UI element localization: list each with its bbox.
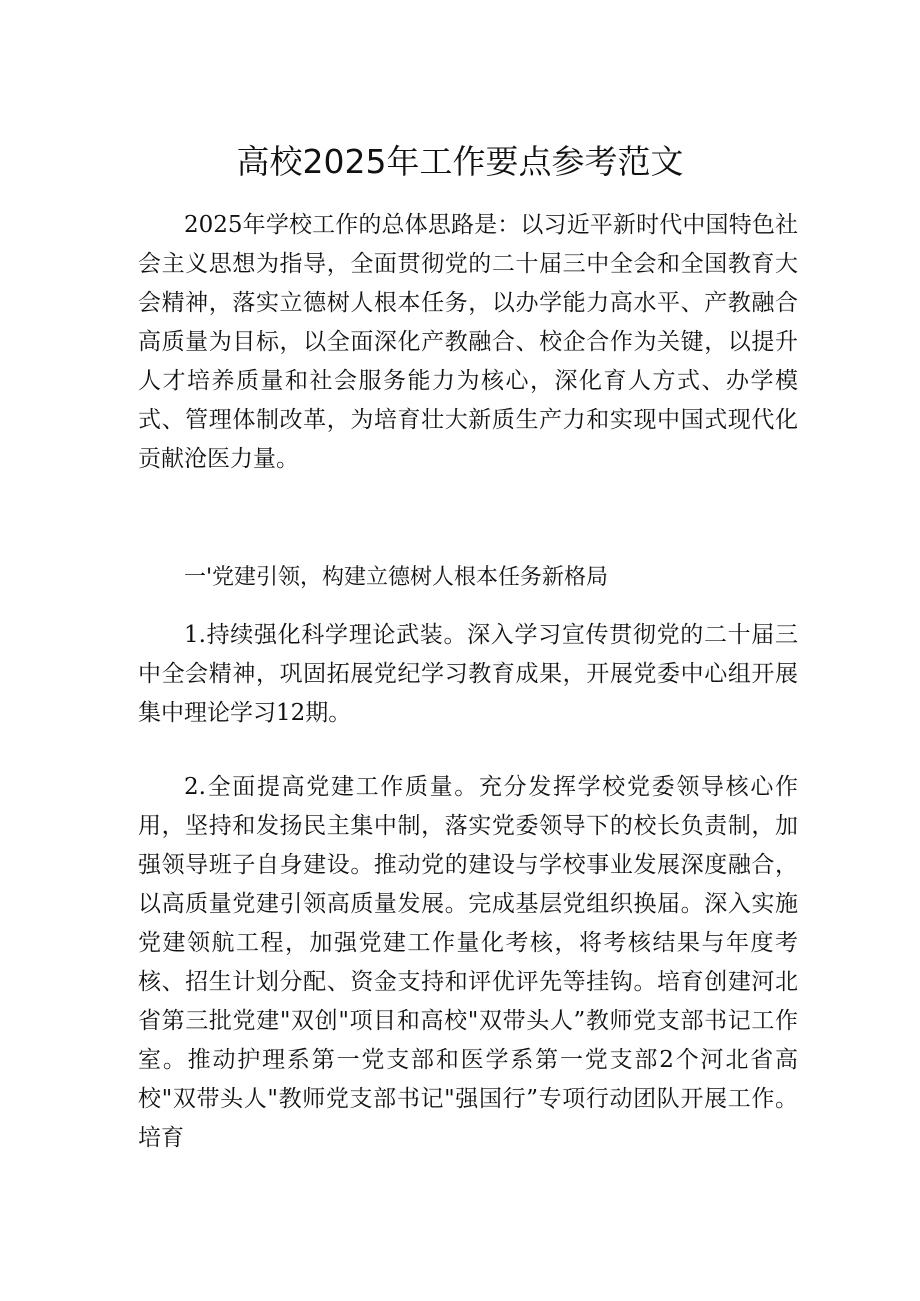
- section-heading: 一'党建引领，构建立德树人根本任务新格局: [184, 565, 609, 590]
- document-title: 高校2025年工作要点参考范文: [236, 142, 684, 181]
- intro-paragraph: 2025年学校工作的总体思路是：以习近平新时代中国特色社会主义思想为指导，全面贯彻党的二十届三中全会和全国教育大会精神，落实立德树人根本任务，以办学能力高水平、产教融合高质量为目标，以全面深化产教融合、校企合作为关键，以提升人才培养质量和社会服务能力为核心，深化育人方式、办学模式、管理体制改革，为培育壮大新质生产力和实现中国式现代化贡献沧医力量。: [138, 212, 798, 472]
- item-2-paragraph: 2.全面提高党建工作质量。充分发挥学校党委领导核心作用，坚持和发扬民主集中制，落实党委领导下的校长负责制，加强领导班子自身建设。推动党的建设与学校事业发展深度融合，以高质量党建引领高质量发展。完成基层党组织换届。深入实施党建领航工程，加强党建工作量化考核，将考核结果与年度考核、招生计划分配、资金支持和评优评先等挂钩。培育创建河北省第三批党建"双创"项目和高校"双带头人”教师党支部书记工作室。推动护理系第一党支部和医学系第一党支部2个河北省高校"双带头人"教师党支部书记"强国行”专项行动团队开展工作。培育: [138, 774, 798, 1151]
- item-1-paragraph: 1.持续强化科学理论武装。深入学习宣传贯彻党的二十届三中全会精神，巩固拓展党纪学习教育成果，开展党委中心组开展集中理论学习12期。: [138, 622, 798, 726]
